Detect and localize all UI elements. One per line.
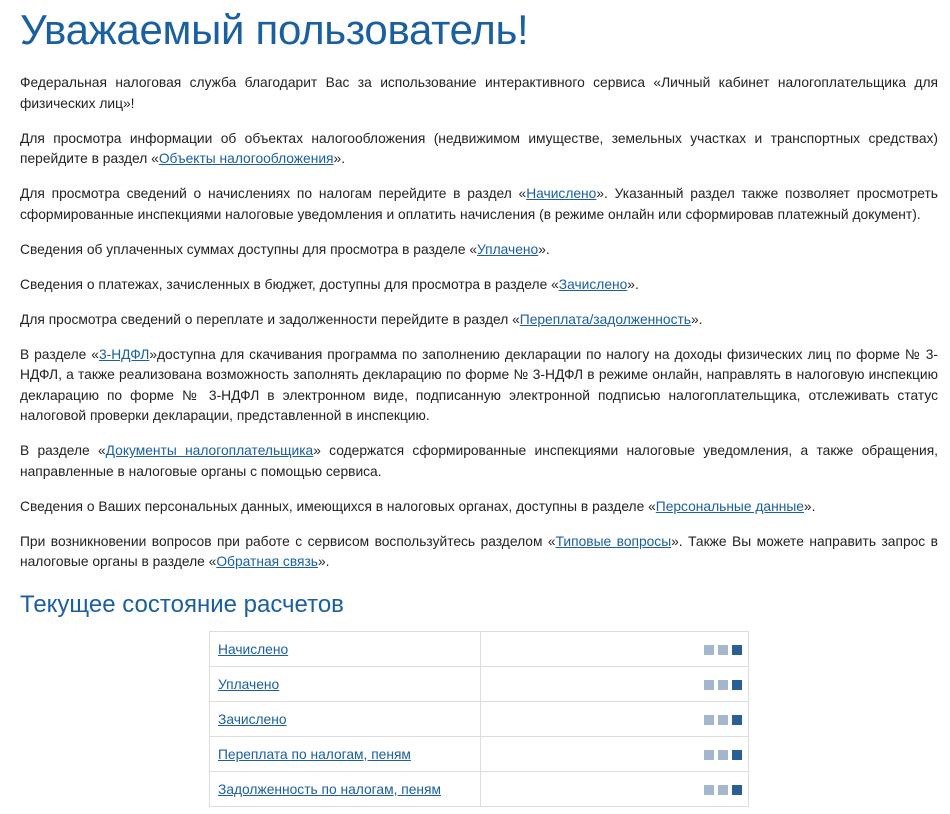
dot-icon: [704, 645, 714, 655]
status-indicator-cell: [481, 737, 749, 772]
table-row: [210, 737, 749, 772]
paragraph-welcome: [20, 73, 938, 114]
dot-icon: [732, 750, 742, 760]
status-label-cell: [210, 632, 481, 667]
paragraph-faq: [20, 532, 938, 573]
table-row: [210, 702, 749, 737]
page-title: Уважаемый пользователь!: [20, 6, 529, 53]
dot-icon: [732, 645, 742, 655]
dot-icon: [718, 645, 728, 655]
section-title-status: Текущее состояние расчетов: [20, 590, 344, 618]
status-link-overpayment[interactable]: Переплата по налогам, пеням: [218, 746, 411, 762]
paragraph-text: Для просмотра сведений о начислениях по налогам перейдите в раздел «: [20, 186, 527, 201]
paragraph-text: Федеральная налоговая служба благодарит Вас за использование интерактивного сервиса «Личный кабинет налогоплательщика для физических лиц»!: [20, 75, 938, 111]
paragraph-text: ».: [538, 241, 550, 257]
paragraph-text: Сведения о платежах, зачисленных в бюджет, доступны для просмотра в разделе «: [20, 276, 559, 292]
status-indicator-cell: [481, 702, 749, 737]
dot-icon: [718, 785, 728, 795]
paragraph-accrued: [20, 184, 938, 225]
paragraph-objects: [20, 129, 938, 170]
paragraph-ndfl: [20, 345, 938, 427]
status-label-cell: [210, 667, 481, 702]
status-link-accrued[interactable]: Начислено: [218, 641, 289, 657]
dot-icon: [718, 680, 728, 690]
status-link-paid[interactable]: Уплачено: [218, 676, 280, 692]
loading-dots-icon: [704, 715, 742, 725]
paragraph-text: ». Также Вы можете направить запрос в налоговые органы в разделе «: [20, 533, 938, 569]
paragraph-text: ».: [317, 554, 330, 569]
loading-dots-icon: [704, 785, 742, 795]
link-tax-objects[interactable]: Объекты налогообложения: [158, 151, 334, 166]
link-taxpayer-documents[interactable]: Документы налогоплательщика: [105, 443, 314, 458]
loading-dots-icon: [704, 750, 742, 760]
table-row: [210, 667, 749, 702]
table-row: [210, 632, 749, 667]
paragraph-personal: [20, 497, 938, 518]
link-paid[interactable]: Уплачено: [477, 241, 539, 257]
paragraph-text: Для просмотра сведений о переплате и задолженности перейдите в раздел «: [20, 311, 520, 327]
paragraph-text: Для просмотра информации об объектах налогообложения (недвижимом имуществе, земельных участках и транспортных средствах) перейдите в раздел «: [20, 130, 938, 166]
paragraph-text: ». Указанный раздел также позволяет просмотреть сформированные инспекциями налоговые уведомления и оплатить начисления (в режиме онлайн или сформировав платежный документ).: [20, 186, 938, 222]
paragraph-text: » содержатся сформированные инспекциями налоговые уведомления, а также обращения, направленные в налоговые органы с помощью сервиса.: [20, 443, 938, 479]
dot-icon: [732, 715, 742, 725]
intro-text: [20, 73, 938, 573]
status-indicator-cell: [481, 667, 749, 702]
paragraph-text: Сведения о Ваших персональных данных, имеющихся в налоговых органах, доступны в разделе «: [20, 498, 656, 514]
paragraph-text: В разделе «: [20, 346, 99, 362]
paragraph-credited: [20, 275, 938, 296]
loading-dots-icon: [704, 680, 742, 690]
status-label-cell: [210, 702, 481, 737]
paragraph-overpay: [20, 310, 938, 331]
dot-icon: [732, 680, 742, 690]
status-label-cell: [210, 737, 481, 772]
link-credited[interactable]: Зачислено: [558, 276, 628, 292]
paragraph-text: ».: [333, 151, 346, 166]
paragraph-text: В разделе «: [20, 443, 106, 458]
dot-icon: [704, 750, 714, 760]
paragraph-text: При возникновении вопросов при работе с сервисом воспользуйтесь разделом «: [20, 533, 556, 549]
status-indicator-cell: [481, 632, 749, 667]
status-indicator-cell: [481, 772, 749, 807]
table-row: [210, 772, 749, 807]
dot-icon: [704, 715, 714, 725]
link-overpay-debt[interactable]: Переплата/задолженность: [519, 311, 691, 327]
link-feedback[interactable]: Обратная связь: [216, 554, 318, 569]
dot-icon: [718, 715, 728, 725]
paragraph-text: »доступна для скачивания программа по заполнению декларации по налогу на доходы физических лиц по форме № 3-НДФЛ, а также реализована возможность заполнять декларацию по форме № 3-НДФЛ в режиме онлайн, направлять в налоговую инспекцию декларацию по форме № 3-НДФЛ в электронном виде, подписанную электронной подписью налогоплательщика, отслеживать статус налоговой проверки декларации, представленной в инспекцию.: [20, 346, 938, 423]
dot-icon: [732, 785, 742, 795]
status-link-credited[interactable]: Зачислено: [218, 711, 287, 727]
dot-icon: [718, 750, 728, 760]
paragraph-text: Сведения об уплаченных суммах доступны для просмотра в разделе «: [20, 241, 478, 257]
dot-icon: [704, 785, 714, 795]
loading-dots-icon: [704, 645, 742, 655]
link-personal-data[interactable]: Персональные данные: [655, 498, 804, 514]
paragraph-documents: [20, 441, 938, 482]
status-label-cell: [210, 772, 481, 807]
link-accrued[interactable]: Начислено: [526, 186, 597, 201]
paragraph-paid: [20, 240, 938, 261]
status-link-debt[interactable]: Задолженность по налогам, пеням: [218, 781, 441, 797]
paragraph-text: ».: [803, 498, 816, 514]
status-table: [209, 631, 749, 807]
link-3-ndfl[interactable]: 3-НДФЛ: [98, 346, 150, 362]
paragraph-text: ».: [627, 276, 639, 292]
dot-icon: [704, 680, 714, 690]
paragraph-text: ».: [690, 311, 703, 327]
link-typical-questions[interactable]: Типовые вопросы: [555, 533, 672, 549]
